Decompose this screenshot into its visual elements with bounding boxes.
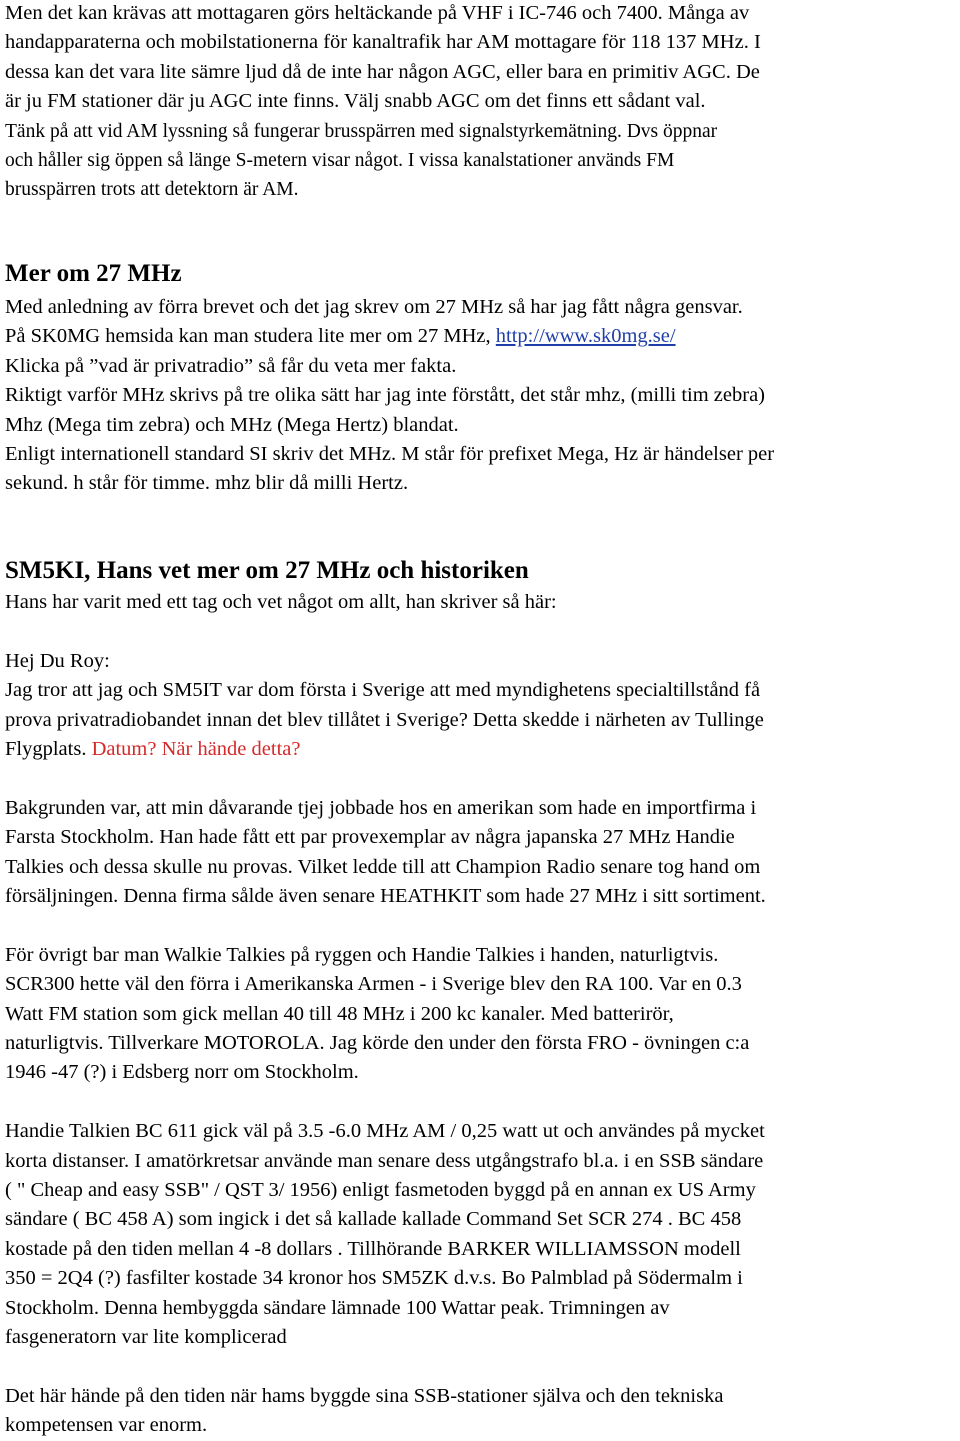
text-line: fasgeneratorn var lite komplicerad	[5, 1326, 287, 1349]
text-line: Handie Talkien BC 611 gick väl på 3.5 -6.0 MHz AM / 0,25 watt ut och användes på mycket	[5, 1120, 765, 1143]
text-line: För övrigt bar man Walkie Talkies på ryggen och Handie Talkies i handen, naturligtvis.	[5, 943, 719, 966]
text-line: SCR300 hette väl den förra i Amerikanska Armen - i Sverige blev den RA 100. Var en 0.3	[5, 973, 742, 996]
intro-paragraph	[5, 0, 761, 205]
text-line: Talkies och dessa skulle nu provas. Vilket ledde till att Champion Radio senare tog hand om	[5, 855, 761, 878]
text-line: kompetensen var enorm.	[5, 1414, 208, 1437]
text-line: och håller sig öppen så länge S-metern visar något. I vissa kanalstationer används FM	[5, 150, 675, 172]
text-line: Hej Du Roy:	[5, 649, 110, 672]
text-line: Riktigt varför MHz skrivs på tre olika sätt har jag inte förstått, det står mhz, (milli tim zebra)	[5, 384, 766, 407]
text-line: Men det kan krävas att mottagaren görs heltäckande på VHF i IC-746 och 7400. Många av	[5, 2, 750, 24]
spacer	[5, 911, 955, 940]
paragraph	[5, 293, 955, 499]
text-line: ( " Cheap and easy SSB" / QST 3/ 1956) enligt fasmetoden byggd på en annan ex US Army	[5, 1179, 756, 1202]
text-line: försäljningen. Denna firma sålde även senare HEATHKIT som hade 27 MHz i sitt sortiment.	[5, 885, 766, 908]
text-line: kostade på den tiden mellan 4 -8 dollars . Tillhörande BARKER WILLIAMSSON modell	[5, 1237, 741, 1260]
text-line: Enligt internationell standard SI skriv det MHz. M står för prefixet Mega, Hz är händelser per	[5, 443, 775, 466]
text-span: På SK0MG hemsida kan man studera lite mer om 27 MHz,	[5, 325, 496, 348]
text-line: Tänk på att vid AM lyssning så fungerar brusspärren med signalstyrkemätning. Dvs öppnar	[5, 120, 718, 142]
text-line: Bakgrunden var, att min dåvarande tjej jobbade hos en amerikan som hade en importfirma i	[5, 796, 757, 819]
text-line: handapparaterna och mobilstationerna för kanaltrafik har AM mottagare för 118 137 MHz. I	[5, 31, 761, 54]
text-line: Watt FM station som gick mellan 40 till 48 MHz i 200 kc kanaler. Med batterirör,	[5, 1002, 674, 1025]
text-line: prova privatradiobandet innan det blev tillåtet i Sverige? Detta skedde i närheten av Tullinge	[5, 708, 764, 731]
section-heading: Mer om 27 MHz	[5, 260, 182, 287]
text-line: naturligtvis. Tillverkare MOTOROLA. Jag körde den under den första FRO - övningen c:a	[5, 1032, 750, 1055]
spacer	[5, 1353, 955, 1382]
text-line: Stockholm. Denna hembyggda sändare lämnade 100 Wattar peak. Trimningen av	[5, 1296, 670, 1319]
text-line: är ju FM stationer där ju AGC inte finns. Välj snabb AGC om det finns ett sådant val.	[5, 90, 706, 113]
text-line: Mhz (Mega tim zebra) och MHz (Mega Hertz) blandat.	[5, 413, 459, 436]
section-mer-om-27-mhz	[5, 259, 955, 499]
text-line	[5, 322, 955, 351]
sk0mg-link[interactable]: http://www.sk0mg.se/	[495, 325, 676, 348]
text-line: 1946 -47 (?) i Edsberg norr om Stockholm.	[5, 1061, 359, 1084]
text-line: brusspärren trots att detektorn är AM.	[5, 179, 299, 201]
text-line: Farsta Stockholm. Han hade fått ett par provexemplar av några japanska 27 MHz Handie	[5, 826, 735, 849]
text-line: dessa kan det vara lite sämre ljud då de inte har någon AGC, eller bara en primitiv AGC. De	[5, 60, 760, 83]
text-line: Klicka på ”vad är privatradio” så får du veta mer fakta.	[5, 354, 457, 377]
text-line: sändare ( BC 458 A) som ingick i det så kallade kallade Command Set SCR 274 . BC 458	[5, 1208, 742, 1231]
paragraph	[5, 588, 955, 1441]
text-line: Det här hände på den tiden när hams byggde sina SSB-stationer själva och den tekniska	[5, 1384, 724, 1407]
text-line: Med anledning av förra brevet och det jag skrev om 27 MHz så har jag fått några gensvar.	[5, 296, 743, 318]
section-heading: SM5KI, Hans vet mer om 27 MHz och historiken	[5, 557, 529, 584]
spacer	[5, 764, 955, 793]
section-sm5ki	[5, 556, 955, 1441]
text-line: korta distanser. I amatörkretsar använde man senare dess utgångstrafo bl.a. i en SSB sändare	[5, 1149, 764, 1172]
spacer	[5, 617, 955, 646]
text-line: 350 = 2Q4 (?) fasfilter kostade 34 kronor hos SM5ZK d.v.s. Bo Palmblad på Södermalm i	[5, 1267, 743, 1290]
text-span: Flygplats.	[5, 738, 92, 761]
text-line: Hans har varit med ett tag och vet något om allt, han skriver så här:	[5, 591, 557, 613]
spacer	[5, 1088, 955, 1117]
text-line: Jag tror att jag och SM5IT var dom första i Sverige att med myndighetens specialtillstånd få	[5, 679, 761, 702]
red-question: Datum? När hände detta?	[91, 738, 301, 761]
text-line: sekund. h står för timme. mhz blir då milli Hertz.	[5, 472, 409, 495]
text-line	[5, 735, 955, 764]
